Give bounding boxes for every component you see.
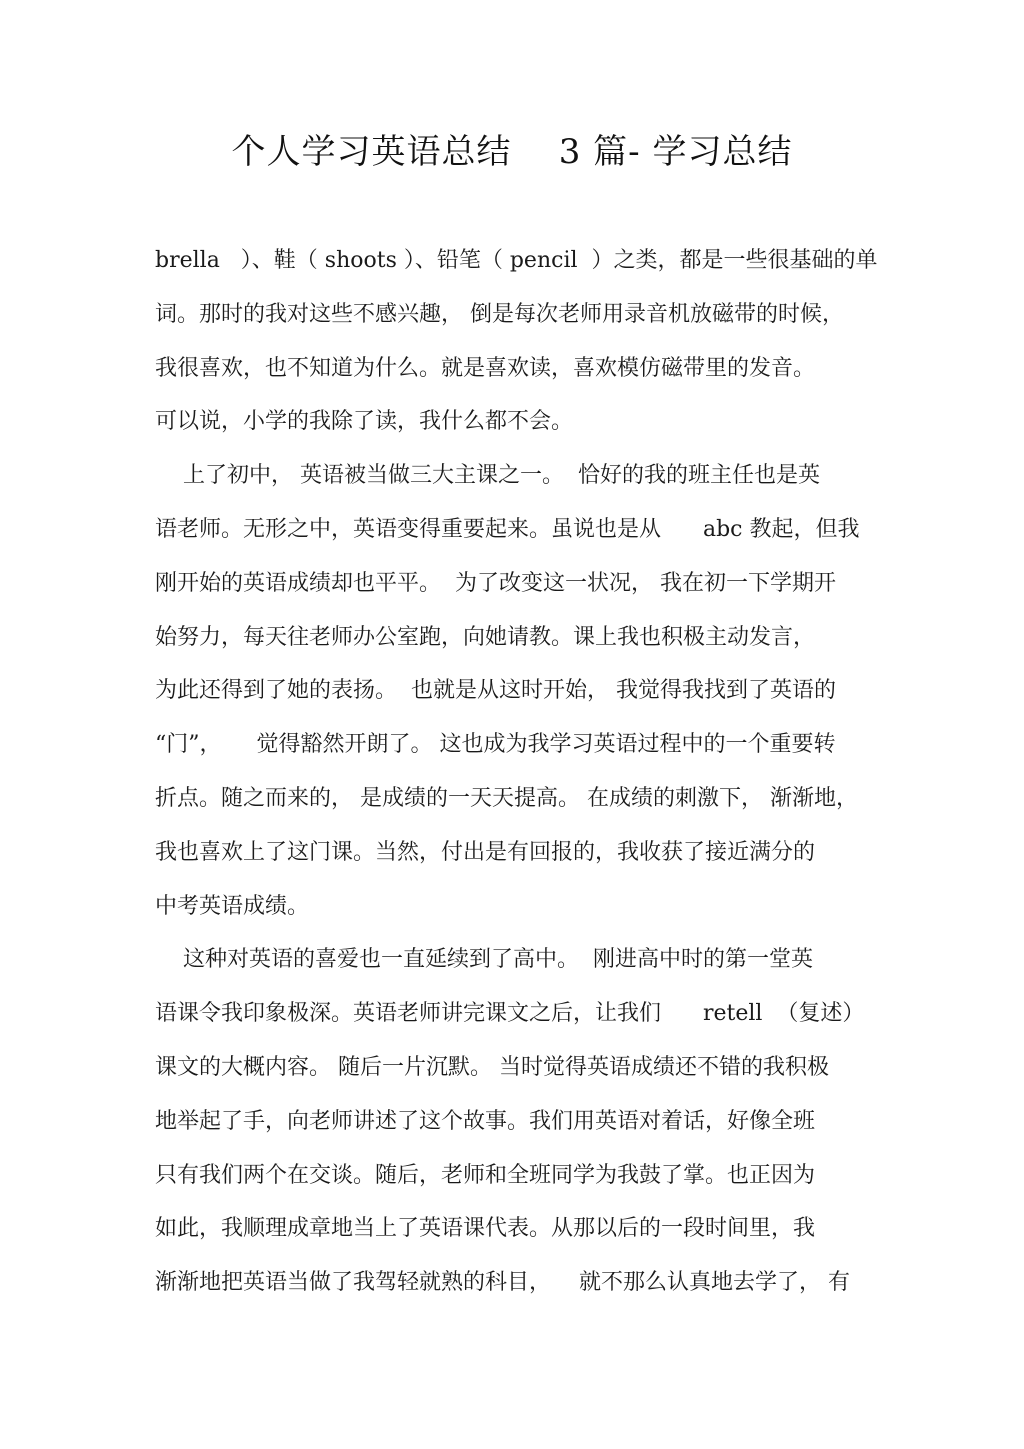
body-line: 折点。随之而来的， 是成绩的一天天提高。 在成绩的刺激下， 渐渐地， [155, 786, 858, 811]
body-line: 只有我们两个在交谈。随后，老师和全班同学为我鼓了掌。也正因为 [155, 1163, 816, 1188]
body-line: 中考英语成绩。 [155, 894, 310, 919]
body-line: 语老师。无形之中，英语变得重要起来。虽说也是从 abc 教起，但我 [155, 517, 860, 542]
body-line: 渐渐地把英语当做了我驾轻就熟的科目， 就不那么认真地去学了， 有 [155, 1270, 850, 1295]
document-title: 个人学习英语总结 3 篇- 学习总结 [231, 132, 793, 172]
body-line: 如此，我顺理成章地当上了英语课代表。从那以后的一段时间里，我 [155, 1216, 816, 1241]
body-line: 可以说，小学的我除了读，我什么都不会。 [155, 409, 574, 434]
body-line: 这种对英语的喜爱也一直延续到了高中。 刚进高中时的第一堂英 [155, 947, 813, 972]
body-line: 语课令我印象极深。英语老师讲完课文之后，让我们 retell （复述） [155, 1001, 865, 1026]
body-line: 词。那时的我对这些不感兴趣， 倒是每次老师用录音机放磁带的时候， [155, 302, 844, 327]
body-line: 上了初中， 英语被当做三大主课之一。 恰好的我的班主任也是英 [155, 463, 820, 488]
body-line: 课文的大概内容。 随后一片沉默。 当时觉得英语成绩还不错的我积极 [155, 1055, 829, 1080]
body-line: brella ）、鞋（ shoots ）、铅笔（ pencil ）之类，都是一些很基础的单 [155, 248, 878, 273]
body-line: 我很喜欢，也不知道为什么。就是喜欢读，喜欢模仿磁带里的发音。 [155, 356, 816, 381]
body-line: 始努力，每天往老师办公室跑，向她请教。课上我也积极主动发言， [155, 625, 816, 650]
body-line: 地举起了手，向老师讲述了这个故事。我们用英语对着话，好像全班 [155, 1109, 816, 1134]
body-line: 刚开始的英语成绩却也平平。 为了改变这一状况， 我在初一下学期开 [155, 571, 836, 596]
body-line: 为此还得到了她的表扬。 也就是从这时开始， 我觉得我找到了英语的 [155, 678, 836, 703]
body-line: 我也喜欢上了这门课。当然，付出是有回报的，我收获了接近满分的 [155, 840, 816, 865]
body-line: “门”， 觉得豁然开朗了。 这也成为我学习英语过程中的一个重要转 [155, 732, 836, 757]
